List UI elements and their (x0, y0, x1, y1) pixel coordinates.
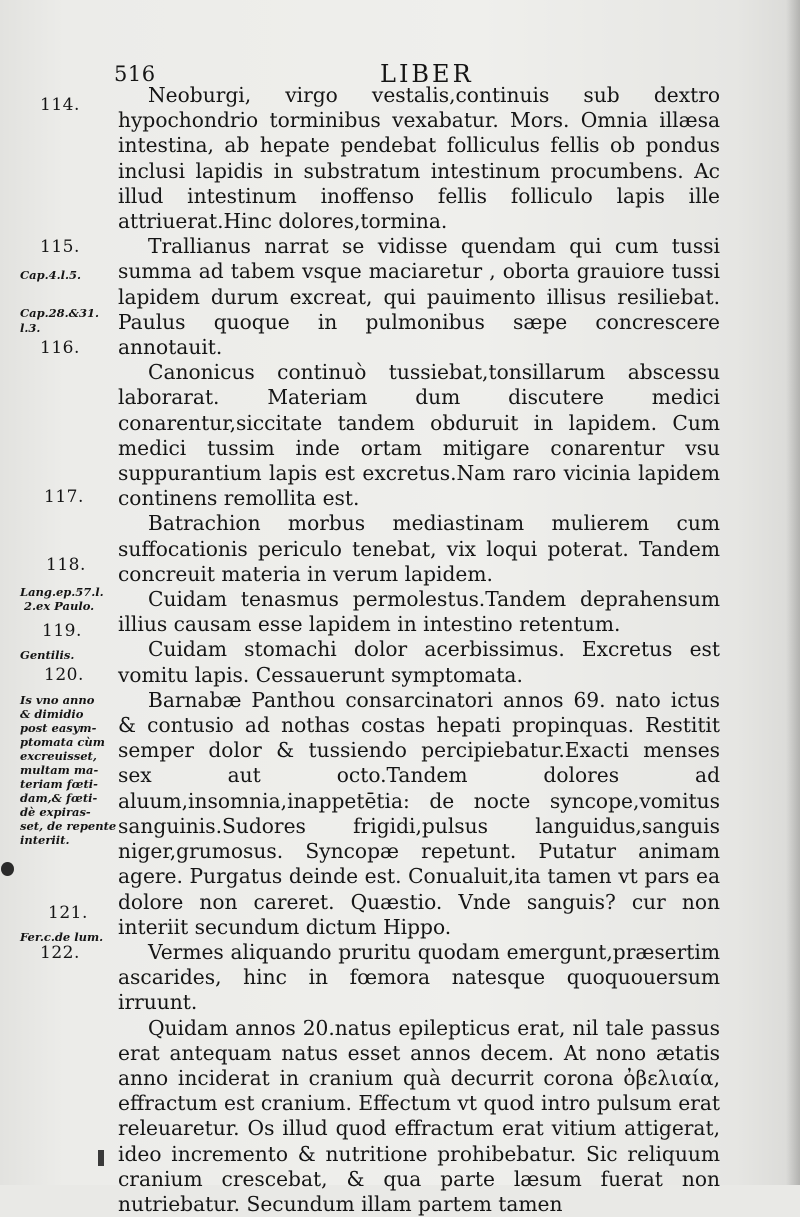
paragraph-121: Vermes aliquando pruritu quodam emergunt,præsertim ascarides, hinc in fœmora natesque quoquouersum irruunt. (118, 939, 720, 1015)
margin-number-118: 118. (46, 555, 86, 575)
margin-note-120-line: post easym- (20, 721, 97, 735)
margin-note-120-line: ptomata cùm (20, 735, 105, 749)
margin-note-120-line: interiit. (20, 833, 70, 847)
ink-mark (98, 1150, 104, 1166)
margin-note-120 (20, 693, 120, 847)
margin-note-120-line: & dimidio (20, 707, 84, 721)
paragraph-114: Neoburgi, virgo vestalis,continuis sub dextro hypochondrio torminibus vexabatur. Mors. Omnia illæsa intestina, ab hepate pendebat folliculus fellis ob pondus inclusi lapidis in substratum intestinum procumbens. Ac illud intestinum inoffenso fellis folliculo lapis ille attriuerat.Hinc dolores,tormina. (118, 83, 720, 234)
paragraph-115: Trallianus narrat se vidisse quendam qui cum tussi summa ad tabem vsque maciaretur , oborta grauiore tussi lapidem durum excreat, qui pauimento illisus resiliebat. Paulus quoque in pulmonibus sæpe concrescere annotauit. (118, 234, 720, 360)
paragraph-118: Cuidam tenasmus permolestus.Tandem deprahensum illius causam esse lapidem in intestino retentum. (118, 587, 720, 637)
paragraph-119: Cuidam stomachi dolor acerbissimus. Excretus est vomitu lapis. Cessauerunt symptomata. (118, 637, 720, 687)
margin-column (20, 0, 120, 1185)
margin-number-121: 121. (48, 903, 88, 923)
margin-number-117: 117. (44, 487, 84, 507)
margin-note-l3: l.3. (20, 321, 41, 335)
page-number: 516 (114, 62, 156, 86)
margin-number-120: 120. (44, 665, 84, 685)
margin-number-115: 115. (40, 237, 80, 257)
paragraph-117: Batrachion morbus mediastinam mulierem cum suffocationis periculo tenebat, vix loqui poterat. Tandem concreuit materia in verum lapidem. (118, 511, 720, 586)
margin-number-116: 116. (40, 338, 80, 358)
margin-note-cap-28: Cap.28.&31. (20, 306, 100, 320)
margin-number-114: 114. (40, 95, 80, 115)
margin-note-120-line: multam ma- (20, 763, 99, 777)
margin-note-120-line: dam,& fœti- (20, 791, 98, 805)
running-title: LIBER (380, 60, 474, 88)
ink-blot (1, 862, 14, 876)
paragraph-122: Quidam annos 20.natus epilepticus erat, nil tale passus erat antequam natus esset annos decem. At nono ætatis anno inciderat in cranium quà decurrit corona ὀβελιαία, effractum est cranium. Effectum vt quod intro pulsum erat releuaretur. Os illud quod effractum erat vitium attigerat, ideo incremento & nutritione prohibebatur. Sic reliquum cranium crescebat, & qua parte læsum fuerat non nutriebatur. Secundum illam partem tamen (118, 1015, 720, 1216)
paragraph-120: Barnabæ Panthou consarcinatori annos 69. nato ictus & contusio ad nothas costas hepati propinquas. Restitit semper dolor & tussiendo percipiebatur.Exacti menses sex aut octo.Tandem dolores ad aluum,insomnia,inappetētia: de nocte syncope,vomitus sanguinis.Sudores frigidi,pulsus languidus,sanguis niger,grumosus. Syncopæ repetunt. Putatur animam agere. Purgatus deinde est. Conualuit,ita tamen vt pars ea dolore non careret. Quæstio. Vnde sanguis? cur non interiit secundum dictum Hippo. (118, 687, 720, 939)
margin-number-122: 122. (40, 943, 80, 963)
margin-note-cap-4: Cap.4.l.5. (20, 268, 82, 282)
margin-note-lang: Lang.ep.57.l. (20, 585, 104, 599)
margin-number-119: 119. (42, 621, 82, 641)
margin-note-gentilis: Gentilis. (20, 648, 75, 662)
margin-note-paulo: 2.ex Paulo. (24, 599, 95, 613)
paragraph-116: Canonicus continuò tussiebat,tonsillarum abscessu laborarat. Materiam dum discutere medici conarentur,siccitate tandem obduruit in lapidem. Cum medici tussim inde ortam mitigare conarentur vsu suppurantium lapis est excretus.Nam raro vicinia lapidem continens remollita est. (118, 360, 720, 511)
margin-note-120-line: dè expiras- (20, 805, 91, 819)
margin-note-120-line: teriam fœti- (20, 777, 98, 791)
body-text (118, 83, 720, 1217)
margin-note-fer: Fer.c.de lum. (20, 930, 104, 944)
margin-note-120-line: excreuisset, (20, 749, 97, 763)
margin-note-120-line: Is vno anno (20, 693, 95, 707)
margin-note-120-line: set, de repente (20, 819, 117, 833)
